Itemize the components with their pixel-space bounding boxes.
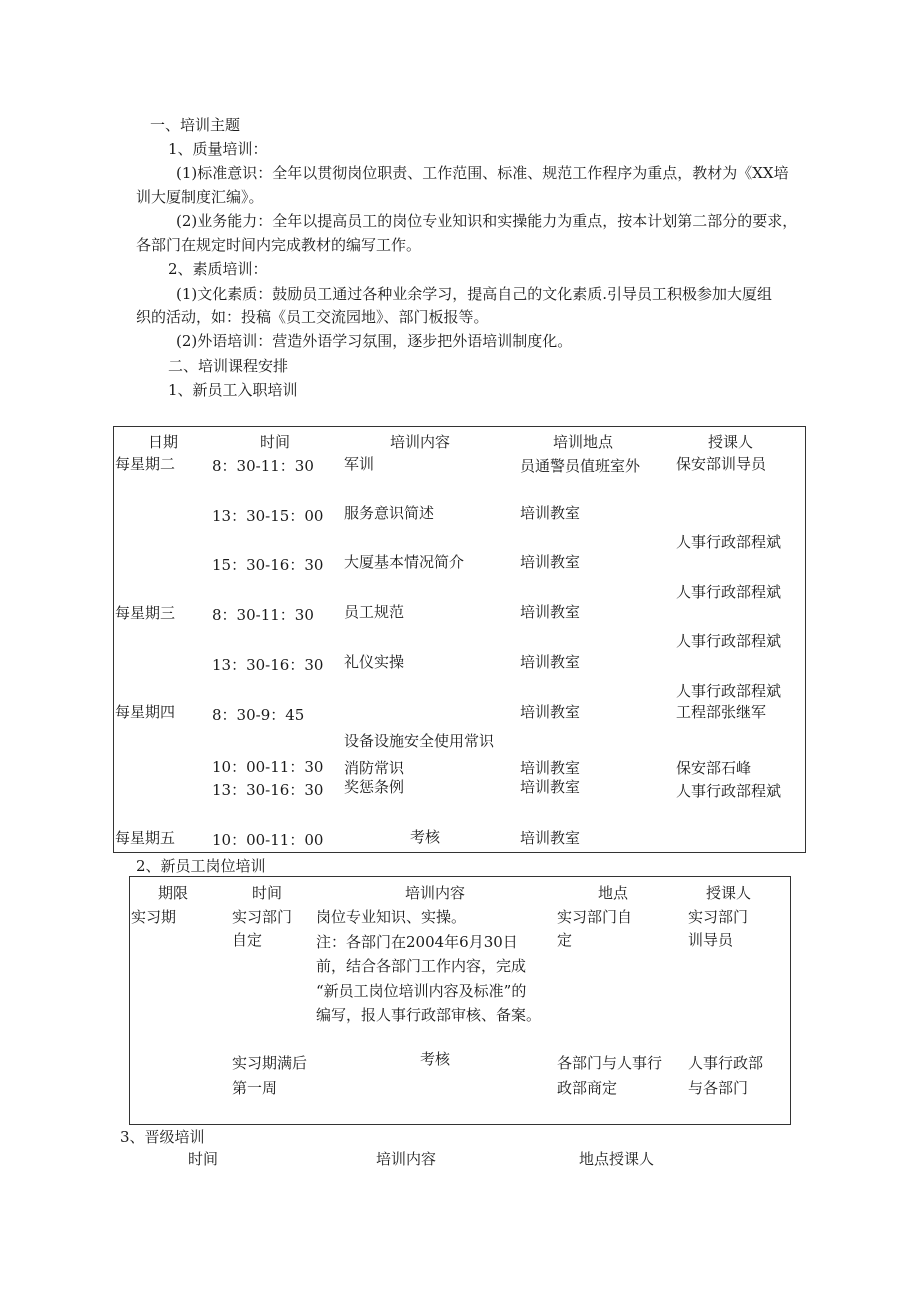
table-cell-time: 自定 (232, 931, 263, 949)
table-header-date: 日期 (148, 433, 179, 451)
table-cell-location: 员通警员值班室外 (520, 457, 641, 475)
table-cell-time: 10：00-11：30 (212, 758, 324, 776)
table-cell-time: 13：30-16：30 (212, 656, 324, 674)
table-header-time: 时间 (252, 884, 283, 902)
section-heading-course-schedule: 二、培训课程安排 (168, 357, 289, 375)
table-cell-content: “新员工岗位培训内容及标准”的 (316, 982, 527, 1000)
paragraph-line: (1)文化素质：鼓励员工通过各种业余学习，提高自己的文化素质.引导员工积极参加大厦组 (176, 285, 773, 303)
table-cell-time: 第一周 (232, 1079, 278, 1097)
table-cell-date: 每星期五 (115, 829, 176, 847)
table-cell-location: 培训教室 (520, 504, 581, 522)
table-cell-time: 8：30-11：30 (212, 606, 314, 624)
table-cell-content: 编写，报人事行政部审核、备案。 (316, 1006, 542, 1024)
table-cell-teacher: 保安部石峰 (676, 759, 752, 777)
table-cell-period: 实习期 (131, 908, 177, 926)
table-header-period: 期限 (158, 884, 189, 902)
table-cell-location: 培训教室 (520, 778, 581, 796)
table-cell-teacher: 实习部门 (688, 908, 749, 926)
table-header-teacher: 授课人 (706, 884, 752, 902)
table-cell-teacher: 训导员 (688, 931, 734, 949)
table-header-location: 地点 (598, 884, 629, 902)
table-cell-location: 各部门与人事行 (557, 1054, 663, 1072)
table-cell-teacher: 人事行政部程斌 (676, 533, 782, 551)
table-header-content: 培训内容 (376, 1150, 437, 1168)
table-cell-teacher: 工程部张继军 (676, 703, 767, 721)
table-cell-location: 培训教室 (520, 603, 581, 621)
table-cell-content: 大厦基本情况简介 (344, 553, 465, 571)
table-cell-content: 前，结合各部门工作内容，完成 (316, 957, 527, 975)
table-cell-time: 13：30-16：30 (212, 781, 324, 799)
table-cell-time: 13：30-15：00 (212, 507, 324, 525)
table-cell-content: 消防常识 (344, 759, 405, 777)
table-cell-time: 15：30-16：30 (212, 556, 324, 574)
table-cell-teacher: 保安部训导员 (676, 455, 767, 473)
table-cell-location: 培训教室 (520, 829, 581, 847)
table-cell-teacher: 与各部门 (688, 1079, 749, 1097)
table-cell-time: 8：30-11：30 (212, 457, 314, 475)
table-cell-content: 服务意识简述 (344, 504, 435, 522)
table-cell-content: 员工规范 (344, 603, 405, 621)
section-heading-training-theme: 一、培训主题 (150, 116, 241, 134)
table-cell-date: 每星期三 (115, 604, 176, 622)
paragraph-line: 各部门在规定时间内完成教材的编写工作。 (136, 236, 422, 254)
table-header-location-teacher: 地点授课人 (579, 1150, 655, 1168)
table-cell-content: 奖惩条例 (344, 778, 405, 796)
table-header-content: 培训内容 (390, 433, 451, 451)
paragraph-line: 织的活动，如：投稿《员工交流园地》、部门板报等。 (136, 308, 489, 326)
table-cell-time: 实习部门 (232, 908, 293, 926)
table-cell-teacher: 人事行政部程斌 (676, 632, 782, 650)
subheading-promotion-training: 3、晋级培训 (120, 1128, 205, 1146)
table-cell-teacher: 人事行政部程斌 (676, 782, 782, 800)
subheading-quality-training: 1、质量培训： (168, 140, 268, 158)
table-cell-content: 考核 (410, 828, 441, 846)
table-cell-location: 定 (557, 931, 573, 949)
table-cell-teacher: 人事行政部 (688, 1054, 764, 1072)
table-cell-content: 注：各部门在2004年6月30日 (316, 933, 518, 951)
table-cell-teacher: 人事行政部程斌 (676, 583, 782, 601)
table-cell-content: 礼仪实操 (344, 653, 405, 671)
table-cell-location: 实习部门自 (557, 908, 633, 926)
paragraph-line: 训大厦制度汇编》。 (136, 188, 264, 206)
paragraph-line: (2)外语培训：营造外语学习氛围，逐步把外语培训制度化。 (176, 332, 573, 350)
table-cell-location: 培训教室 (520, 703, 581, 721)
table-header-teacher: 授课人 (708, 433, 754, 451)
table-cell-location: 政部商定 (557, 1079, 618, 1097)
subheading-new-employee-position: 2、新员工岗位培训 (136, 857, 266, 875)
table-cell-content: 军训 (344, 455, 375, 473)
table-header-time: 时间 (260, 433, 291, 451)
paragraph-line: (1)标准意识：全年以贯彻岗位职责、工作范围、标准、规范工作程序为重点，教材为《XX培 (176, 164, 789, 182)
table-cell-date: 每星期四 (115, 703, 176, 721)
table-cell-location: 培训教室 (520, 759, 581, 777)
table-cell-time: 10：00-11：00 (212, 831, 324, 849)
paragraph-line: (2)业务能力：全年以提高员工的岗位专业知识和实操能力为重点，按本计划第二部分的要求， (176, 212, 798, 230)
table-cell-teacher: 人事行政部程斌 (676, 682, 782, 700)
subheading-quality-cultivation: 2、素质培训： (168, 260, 268, 278)
table-header-location: 培训地点 (553, 433, 614, 451)
subheading-new-employee-induction: 1、新员工入职培训 (168, 381, 298, 399)
table-header-content: 培训内容 (405, 884, 466, 902)
table-cell-time: 实习期满后 (232, 1054, 308, 1072)
table-cell-time: 8：30-9：45 (212, 706, 305, 724)
table-cell-content: 考核 (420, 1050, 451, 1068)
table-cell-date: 每星期二 (115, 455, 176, 473)
table-cell-content: 岗位专业知识、实操。 (316, 908, 467, 926)
table-cell-location: 培训教室 (520, 553, 581, 571)
table-cell-location: 培训教室 (520, 653, 581, 671)
table-header-time: 时间 (188, 1150, 219, 1168)
table-cell-content: 设备设施安全使用常识 (344, 732, 495, 750)
